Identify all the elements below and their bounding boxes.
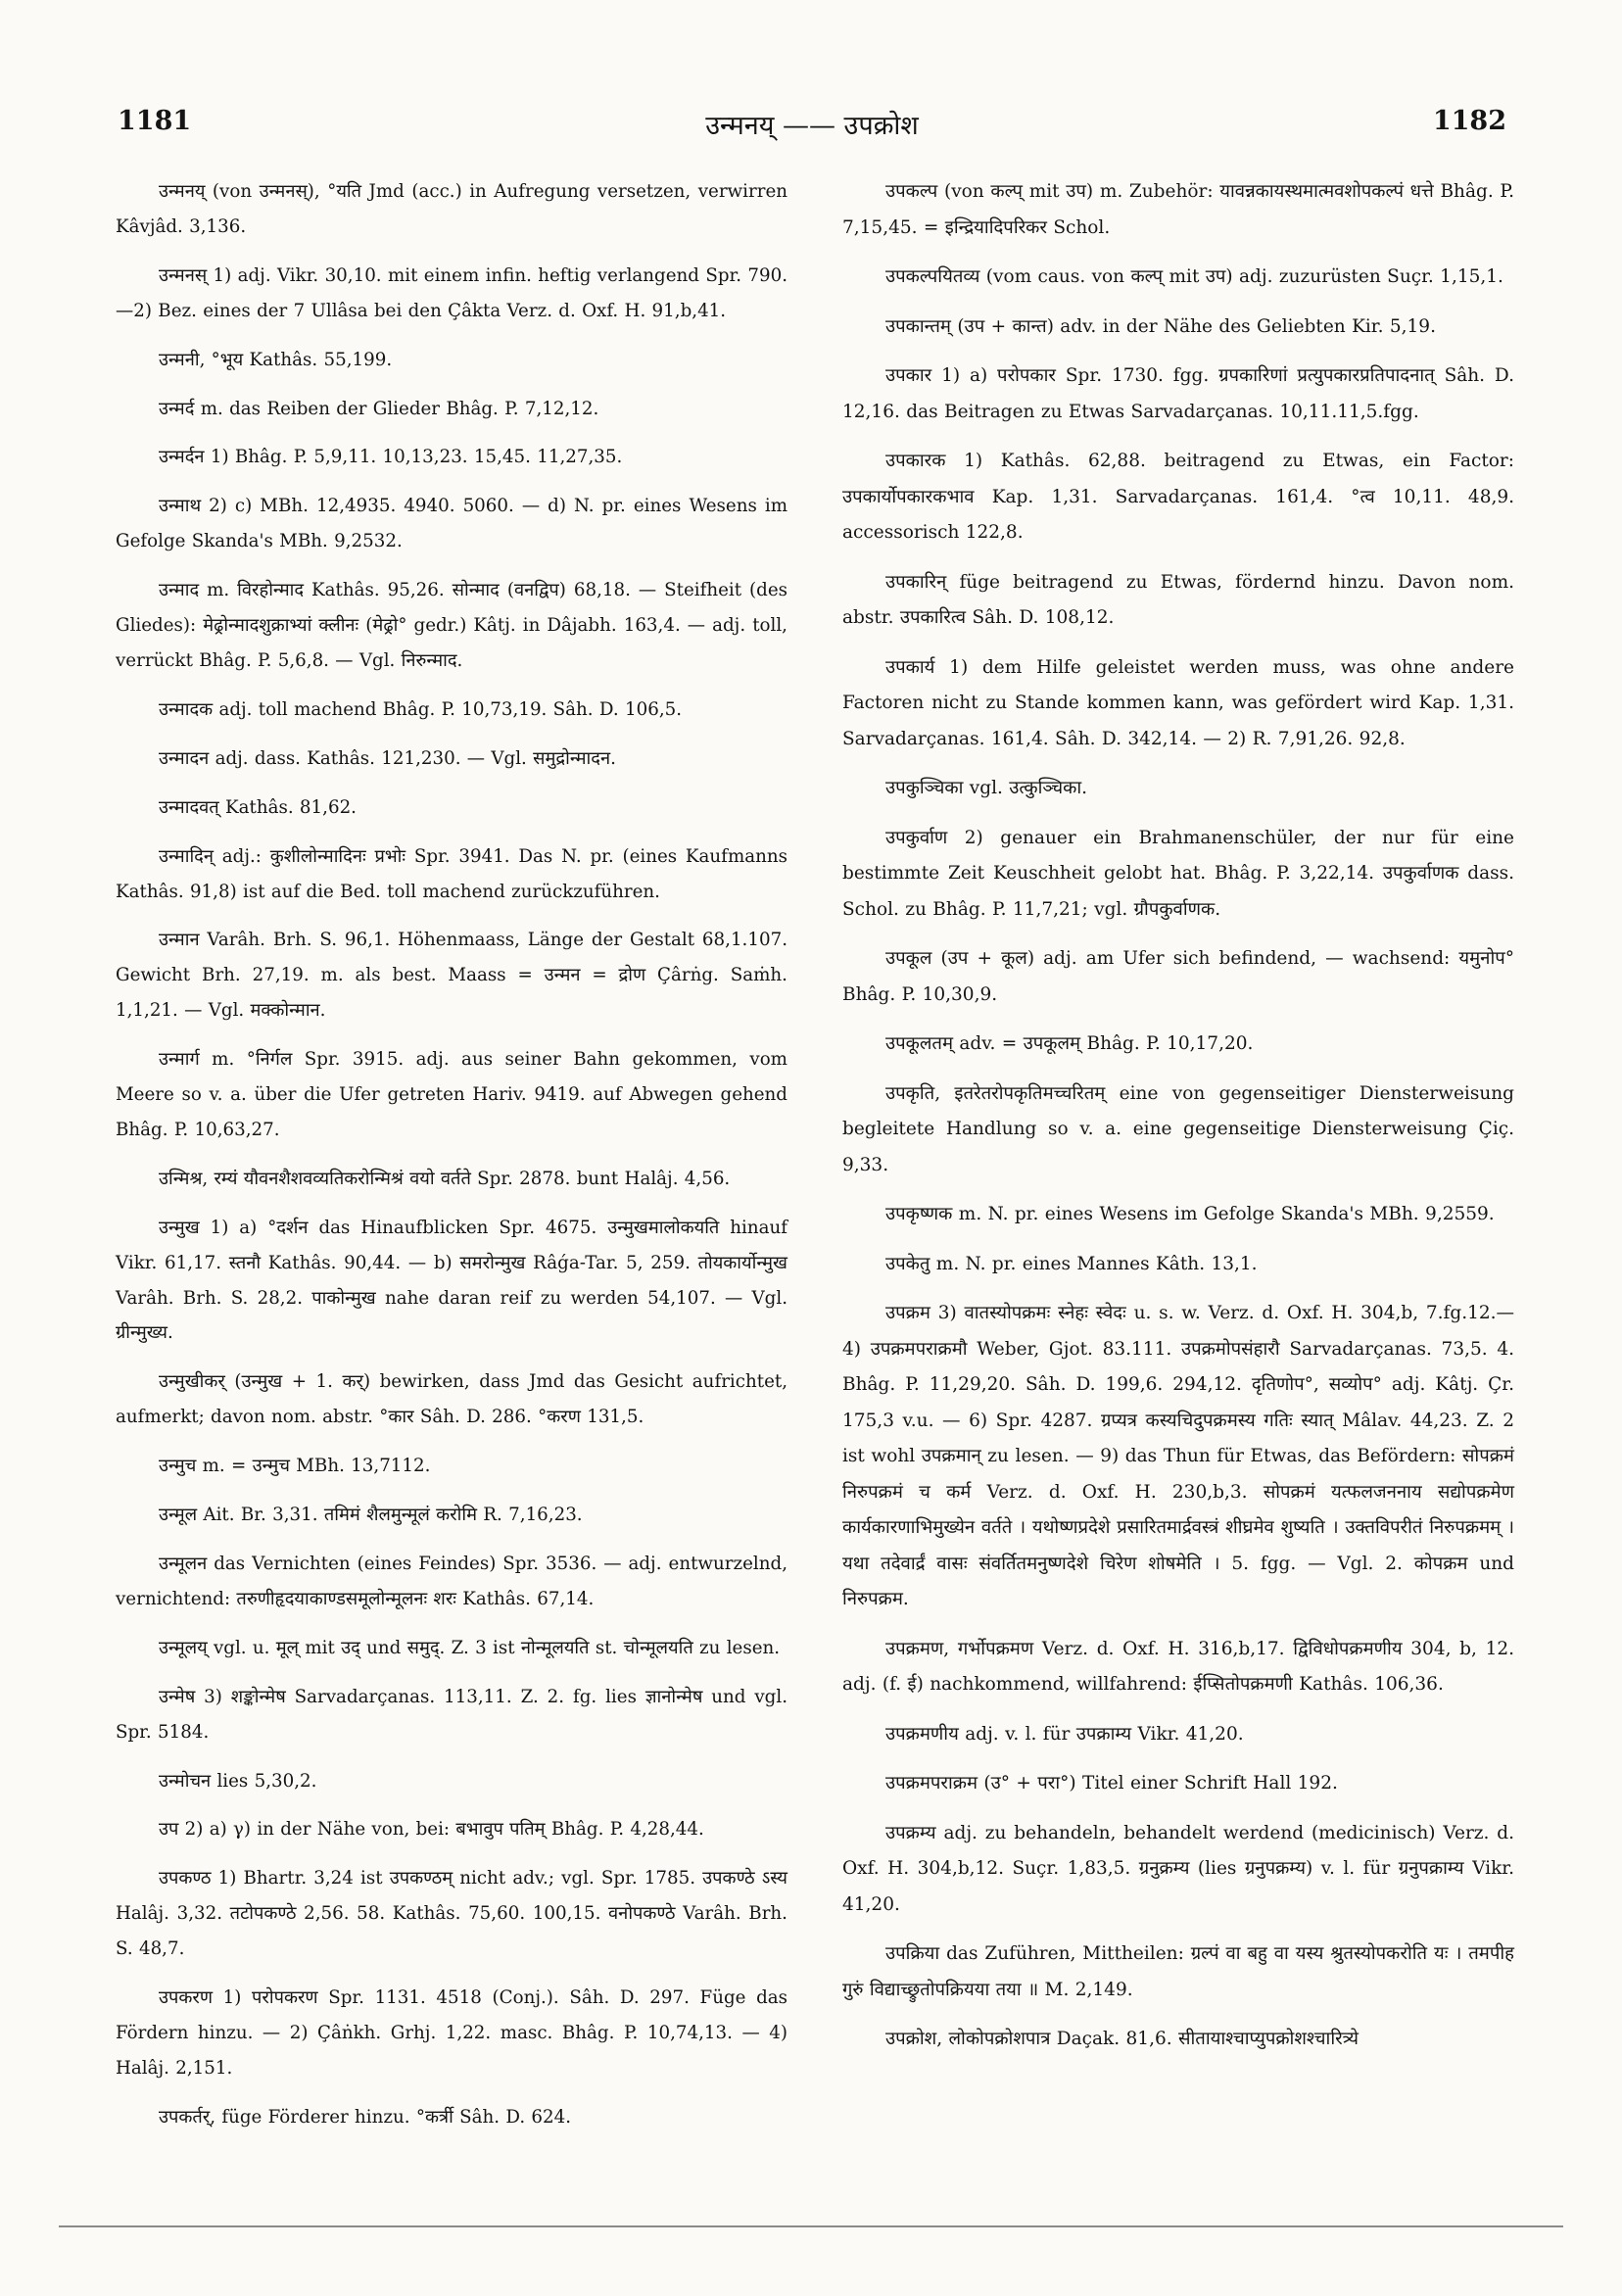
dictionary-entry: उन्मादक adj. toll machend Bhâg. P. 10,73,19. Sâh. D. 106,5. [159,698,683,720]
dictionary-entry: उपकण्ठ 1) Bhartr. 3,24 ist उपकण्ठम् nicht adv.; vgl. Spr. 1785. उपकण्ठे ऽस्य Halâj. 3,32. तटोपकण्ठे 2,56. 58. Kathâs. 75,60. 100,15. वनोपकण्ठे Varâh. Brh. S. 48,7. [116,1868,787,1960]
dictionary-entry: उन्मूलय् vgl. u. मूल् mit उद् und समुद्. Z. 3 ist नोन्मूलयति st. चोन्मूलयति zu lesen. [159,1637,781,1658]
dictionary-entry: उपकार 1) a) परोपकार Spr. 1730. fgg. ग्रपकारिणां प्रत्युपकारप्रतिपादनात् Sâh. D. 12,16. das Beitragen zu Etwas Sarvadarçanas. 10,11.11,5.fgg. [842,365,1514,422]
dictionary-entry: उपक्रमपराक्रम (उ° + परा°) Titel einer Schrift Hall 192. [885,1773,1338,1794]
dictionary-entry: उन्मार्ग m. °निर्गल Spr. 3915. adj. aus seiner Bahn gekommen, vom Meere so v. a. über die Ufer getreten Hariv. 9419. auf Abwegen gehend Bhâg. P. 10,63,27. [116,1049,787,1140]
page-header [118,106,1506,155]
bottom-rule [59,2225,1563,2227]
dictionary-entry: उपकूल (उप + कूल) adj. am Ufer sich befindend, — wachsend: यमुनोप° Bhâg. P. 10,30,9. [842,948,1514,1005]
dictionary-entry: उपकल्पयितव्य (vom caus. von कल्प् mit उप) adj. zuzurüsten Suçr. 1,15,1. [885,266,1503,287]
dictionary-entry: उन्मेष 3) शङ्कोन्मेष Sarvadarçanas. 113,11. Z. 2. fg. lies ज्ञानोन्मेष und vgl. Spr. 5184. [116,1686,787,1743]
dictionary-entry: उपकारक 1) Kathâs. 62,88. beitragend zu Etwas, ein Factor: उपकार्योपकारकभाव Kap. 1,31. Sarvadarçanas. 161,4. °त्व 10,11. 48,9. accessorisch 122,8. [842,451,1514,543]
right-page-number: 1182 [1432,106,1506,136]
dictionary-entry: उपक्रिया das Zuführen, Mittheilen: ग्रल्पं वा बहु वा यस्य श्रुतस्योपकरोति यः । तमपीह गुरुं विद्याच्छ्रुतोपक्रियया तया ॥ M. 2,149. [842,1943,1514,2000]
dictionary-entry: उपकरण 1) परोपकरण Spr. 1131. 4518 (Conj.). Sâh. D. 297. Füge das Fördern hinzu. — 2) Çâṅkh. Grhj. 1,22. masc. Bhâg. P. 10,74,13. — 4) Halâj. 2,151. [116,1987,787,2079]
dictionary-entry: उपकार्य 1) dem Hilfe geleistet werden muss, was ohne andere Factoren nicht zu Stande kommen kann, was gefördert wird Kap. 1,31. Sarvadarçanas. 161,4. Sâh. D. 342,14. — 2) R. 7,91,26. 92,8. [842,656,1514,749]
dictionary-entry: उन्मादन adj. dass. Kathâs. 121,230. — Vgl. समुद्रोन्मादन. [159,747,616,769]
dictionary-entry: उन्मर्द m. das Reiben der Glieder Bhâg. P. 7,12,12. [159,398,599,419]
dictionary-entry: उपक्रमणीय adj. v. l. für उपक्राम्य Vikr. 41,20. [885,1723,1244,1745]
dictionary-entry: उपकुर्वाण 2) genauer ein Brahmanenschüler, der nur für eine bestimmte Zeit Keuschheit gelobt hat. Bhâg. P. 3,22,14. उपकुर्वाणक dass. Schol. zu Bhâg. P. 11,7,21; vgl. ग्रौपकुर्वाणक. [842,827,1514,920]
dictionary-entry: उन्मान Varâh. Brh. S. 96,1. Höhenmaass, Länge der Gestalt 68,1.107. Gewicht Brh. 27,19. m. als best. Maass = उन्मन = द्रोण Çârṅg. Saṁh. 1,1,21. — Vgl. मक्कोन्मान. [116,930,787,1022]
dictionary-entry: उन्मुखीकर् (उन्मुख + 1. कर्) bewirken, dass Jmd das Gesicht aufrichtet, aufmerkt; davon nom. abstr. °कार Sâh. D. 286. °करण 131,5. [116,1371,787,1428]
dictionary-entry: उन्मिश्र, रम्यं यौवनशैशवव्यतिकरोन्मिश्रं वयो वर्तते Spr. 2878. bunt Halâj. 4,56. [159,1168,731,1189]
dictionary-entry: उप 2) a) γ) in der Nähe von, bei: बभावुप पतिम् Bhâg. P. 4,28,44. [159,1819,704,1841]
dictionary-entry: उपक्रोश, लोकोपक्रोशपात्र Daçak. 81,6. सीतायाश्चाप्युपक्रोशश्चारित्र्ये [885,2029,1359,2049]
dictionary-entry: उपक्रमण, गर्भोपक्रमण Verz. d. Oxf. H. 316,b,17. द्विविधोपक्रमणीय 304, b, 12. adj. (f. ई) nachkommend, willfahrend: ईप्सितोपक्रमणी Kathâs. 106,36. [842,1638,1514,1695]
dictionary-entry: उन्मादवत् Kathâs. 81,62. [159,796,357,818]
dictionary-entry: उपक्रम 3) वातस्योपक्रमः स्नेहः स्वेदः u. s. w. Verz. d. Oxf. H. 304,b, 7.fg.12.—4) उपक्रमपराक्रमौ Weber, Gjot. 83.111. उपक्रमोपसंहारौ Sarvadarçanas. 73,5. 4. Bhâg. P. 11,29,20. Sâh. D. 199,6. 294,12. दृतिणोप°, सव्योप° adj. Kâtj. Çr. 175,3 v.u. — 6) Spr. 4287. ग्रप्यत्र कस्यचिदुपक्रमस्य गतिः स्यात् Mâlav. 44,23. Z. 2 ist wohl उपक्रमान् zu lesen. — 9) das Thun für Etwas, das Befördern: सोपक्रमं निरुपक्रमं च कर्म Verz. d. Oxf. H. 230,b,3. सोपक्रमं यत्फलजननाय सद्योपक्रमेण कार्यकारणाभिमुख्येन वर्तते । यथोष्णप्रदेशे प्रसारितमार्द्रवस्त्रं शीघ्रमेव शुष्यति । उक्तविपरीतं निरुपक्रमम् । यथा तदेवार्द्रं वासः संवर्तितमनुष्णदेशे चिरेण शोषमेति । 5. fgg. — Vgl. 2. कोपक्रम und निरुपक्रम. [842,1303,1514,1609]
running-title: उन्मनय् —— उपक्रोश [705,111,919,141]
dictionary-entry: उन्मनी, °भूय Kathâs. 55,199. [159,349,393,370]
dictionary-entry: उपकूलतम् adv. = उपकूलम् Bhâg. P. 10,17,20. [885,1033,1254,1054]
dictionary-entry: उन्मनय् (von उन्मनस्), °यति Jmd (acc.) in Aufregung versetzen, verwirren Kâvjâd. 3,136. [116,181,787,237]
dictionary-entry: उन्मर्दन 1) Bhâg. P. 5,9,11. 10,13,23. 15,45. 11,27,35. [159,447,623,468]
left-page-number: 1181 [118,106,192,136]
left-column [116,174,787,2149]
dictionary-entry: उपकुञ्चिका vgl. उत्कुञ्चिका. [885,778,1088,798]
dictionary-entry: उपकेतु m. N. pr. eines Mannes Kâth. 13,1. [885,1253,1258,1274]
dictionary-entry: उन्मोचन lies 5,30,2. [159,1770,317,1792]
dictionary-entry: उन्मुख 1) a) °दर्शन das Hinaufblicken Spr. 4675. उन्मुखमालोकयति hinauf Vikr. 61,17. स्तनौ Kathâs. 90,44. — b) समरोन्मुख Râǵa-Tar. 5, 259. तोयकार्योन्मुख Varâh. Brh. S. 28,2. पाकोन्मुख nahe daran reif zu werden 54,107. — Vgl. ग्रीन्मुख्य. [116,1217,787,1344]
dictionary-entry: उपकृति, इतरेतरोपकृतिमच्चरितम् eine von gegenseitiger Diensterweisung begleitete Handlung so v. a. eine gegenseitige Diensterweisung Çiç. 9,33. [842,1082,1514,1175]
dictionary-entry: उपकल्प (von कल्प् mit उप) m. Zubehör: यावन्नकायस्थमात्मवशोपकल्पं धत्ते Bhâg. P. 7,15,45. = इन्द्रियादिपरिकर Schol. [842,181,1514,238]
right-column [842,174,1514,2072]
dictionary-entry: उपकृष्णक m. N. pr. eines Wesens im Gefolge Skanda's MBh. 9,2559. [885,1204,1495,1224]
dictionary-entry: उपकारिन् füge beitragend zu Etwas, fördernd hinzu. Davon nom. abstr. उपकारित्व Sâh. D. 108,12. [842,571,1514,628]
dictionary-entry: उपकर्तर्, füge Förderer hinzu. °कर्त्री Sâh. D. 624. [159,2106,572,2128]
dictionary-entry: उन्मूलन das Vernichten (eines Feindes) Spr. 3536. — adj. entwurzelnd, vernichtend: तरुणीहृदयाकाण्डसमूलोन्मूलनः शरः Kathâs. 67,14. [116,1554,787,1609]
dictionary-entry: उपकान्तम् (उप + कान्त) adv. in der Nähe des Geliebten Kir. 5,19. [885,315,1436,337]
dictionary-entry: उन्मुच m. = उन्मुच MBh. 13,7112. [159,1456,431,1477]
dictionary-entry: उन्मनस् 1) adj. Vikr. 30,10. mit einem infin. heftig verlangend Spr. 790.—2) Bez. eines der 7 Ullâsa bei den Çâkta Verz. d. Oxf. H. 91,b,41. [116,264,787,321]
dictionary-entry: उन्माथ 2) c) MBh. 12,4935. 4940. 5060. — d) N. pr. eines Wesens im Gefolge Skanda's MBh. 9,2532. [116,496,787,552]
dictionary-entry: उपक्रम्य adj. zu behandeln, behandelt werdend (medicinisch) Verz. d. Oxf. H. 304,b,12. Suçr. 1,83,5. ग्रनुक्रम्य (lies ग्रनुपक्रम्य) v. l. für ग्रनुपक्राम्य Vikr. 41,20. [842,1822,1514,1915]
dictionary-entry: उन्माद m. विरहोन्माद Kathâs. 95,26. सोन्माद (वनद्विप) 68,18. — Steifheit (des Gliedes): मेढ्रोन्मादशुक्राभ्यां क्लीनः (मेढ्रो° gedr.) Kâtj. in Dâjabh. 163,4. — adj. toll, verrückt Bhâg. P. 5,6,8. — Vgl. निरुन्माद. [116,580,787,671]
dictionary-entry: उन्मादिन् adj.: कुशीलोन्मादिनः प्रभोः Spr. 3941. Das N. pr. (eines Kaufmanns Kathâs. 91,8) ist auf die Bed. toll machend zurückzuführen. [116,845,787,902]
dictionary-entry: उन्मूल Ait. Br. 3,31. तमिमं शैलमुन्मूलं करोमि R. 7,16,23. [159,1505,583,1526]
